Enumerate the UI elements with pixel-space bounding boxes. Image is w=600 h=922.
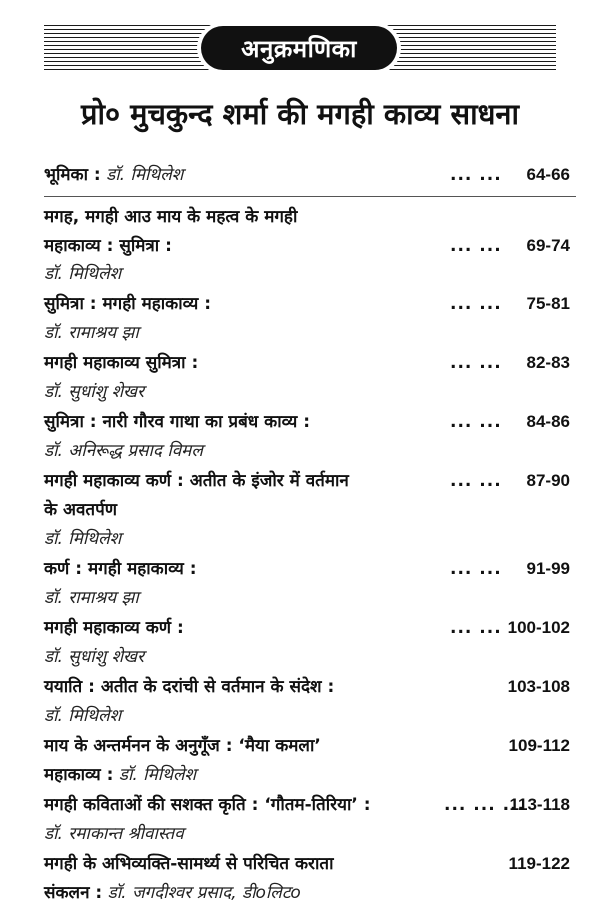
toc-entry bbox=[44, 702, 574, 730]
entry-author: डॉ. मिथिलेश bbox=[106, 165, 184, 185]
toc-entry bbox=[44, 879, 574, 907]
leader-dots: ... ... bbox=[450, 412, 502, 432]
entry-author: डॉ. जगदीश्वर प्रसाद, डीoलिटo bbox=[107, 883, 301, 903]
toc-entry bbox=[44, 437, 574, 465]
entry-pages: 119-122 bbox=[508, 854, 570, 873]
entry-author: डॉ. रमाकान्त श्रीवास्तव bbox=[44, 824, 184, 844]
entry-pages: 91-99 bbox=[526, 559, 570, 578]
entry-author: डॉ. मिथिलेश bbox=[44, 264, 122, 284]
entry-title: कर्ण : मगही महाकाव्य : bbox=[44, 559, 197, 579]
toc-entry bbox=[44, 290, 574, 318]
entry-author: डॉ. अनिरूद्ध प्रसाद विमल bbox=[44, 441, 203, 461]
toc-entry bbox=[44, 584, 574, 612]
entry-title: ययाति : अतीत के दरांची से वर्तमान के संदेश : bbox=[44, 677, 335, 697]
toc-entry bbox=[44, 319, 574, 347]
toc-entry bbox=[44, 555, 574, 583]
entry-pages: 82-83 bbox=[526, 353, 570, 372]
leader-dots: ... ... bbox=[450, 165, 502, 185]
leader-dots: ... ... bbox=[450, 353, 502, 373]
entry-author: डॉ. रामाश्रय झा bbox=[44, 323, 139, 343]
entry-pages: 84-86 bbox=[526, 412, 570, 431]
toc-entry bbox=[44, 525, 574, 553]
entry-title: मगही कविताओं की सशक्त कृति : ‘गौतम-तिरिया’ : bbox=[44, 795, 371, 815]
entry-title: महाकाव्य : सुमित्रा : bbox=[44, 236, 172, 256]
entry-pages: 100-102 bbox=[507, 618, 570, 637]
toc-entry bbox=[44, 203, 574, 231]
toc-entry bbox=[44, 791, 574, 819]
entry-author: डॉ. मिथिलेश bbox=[44, 706, 122, 726]
entry-title: मगही महाकाव्य सुमित्रा : bbox=[44, 353, 199, 373]
entry-title: के अवतर्पण bbox=[44, 500, 118, 520]
toc-entry bbox=[44, 614, 574, 642]
toc-entry bbox=[44, 161, 574, 189]
toc-entry bbox=[44, 232, 574, 260]
entry-title: मगही के अभिव्यक्ति-सामर्थ्य से परिचित कराता bbox=[44, 854, 334, 874]
toc-entry bbox=[44, 378, 574, 406]
entry-author: डॉ. सुधांशु शेखर bbox=[44, 647, 145, 667]
toc-entry bbox=[44, 349, 574, 377]
entry-title: मगह, मगही आउ माय के महत्व के मगही bbox=[44, 207, 298, 227]
entry-pages: 75-81 bbox=[526, 294, 570, 313]
entry-pages: 109-112 bbox=[508, 736, 570, 755]
entry-title: भूमिका : bbox=[44, 165, 101, 185]
entry-pages: 69-74 bbox=[526, 236, 570, 255]
entry-title: संकलन : bbox=[44, 883, 103, 903]
entry-pages: 113-118 bbox=[509, 795, 570, 814]
toc-entry bbox=[44, 643, 574, 671]
book-title: प्रो० मुचकुन्द शर्मा की मगही काव्य साधना bbox=[80, 97, 520, 131]
entry-title: मगही महाकाव्य कर्ण : अतीत के इंजोर में वर्तमान bbox=[44, 471, 349, 491]
entry-title: माय के अन्तर्मनन के अनुगूँज : ‘मैया कमला’ bbox=[44, 736, 321, 756]
entry-pages: 103-108 bbox=[507, 677, 570, 696]
toc-entry bbox=[44, 673, 574, 701]
leader-dots: ... ... bbox=[450, 471, 502, 491]
toc-entry bbox=[44, 732, 574, 760]
leader-dots: ... ... bbox=[450, 236, 502, 256]
toc-entry bbox=[44, 467, 574, 495]
entry-title: महाकाव्य : bbox=[44, 765, 114, 785]
index-banner: अनुक्रमणिका bbox=[201, 26, 397, 70]
leader-dots: ... ... bbox=[450, 559, 502, 579]
toc-entry bbox=[44, 761, 574, 789]
entry-pages: 64-66 bbox=[526, 165, 570, 184]
entry-title: मगही महाकाव्य कर्ण : bbox=[44, 618, 184, 638]
entry-author: डॉ. सुधांशु शेखर bbox=[44, 382, 145, 402]
divider-rule bbox=[44, 196, 576, 197]
toc-entry bbox=[44, 496, 574, 524]
toc-entry bbox=[44, 850, 574, 878]
entry-title: सुमित्रा : नारी गौरव गाथा का प्रबंध काव्य : bbox=[44, 412, 311, 432]
toc-entry bbox=[44, 260, 574, 288]
toc-entry bbox=[44, 408, 574, 436]
entry-author: डॉ. रामाश्रय झा bbox=[44, 588, 139, 608]
entry-author: डॉ. मिथिलेश bbox=[44, 529, 122, 549]
leader-dots: ... ... ... bbox=[444, 795, 525, 815]
leader-dots: ... ... bbox=[450, 618, 502, 638]
toc-entry bbox=[44, 820, 574, 848]
entry-title: सुमित्रा : मगही महाकाव्य : bbox=[44, 294, 212, 314]
entry-author: डॉ. मिथिलेश bbox=[118, 765, 197, 785]
entry-pages: 87-90 bbox=[526, 471, 570, 490]
leader-dots: ... ... bbox=[450, 294, 502, 314]
